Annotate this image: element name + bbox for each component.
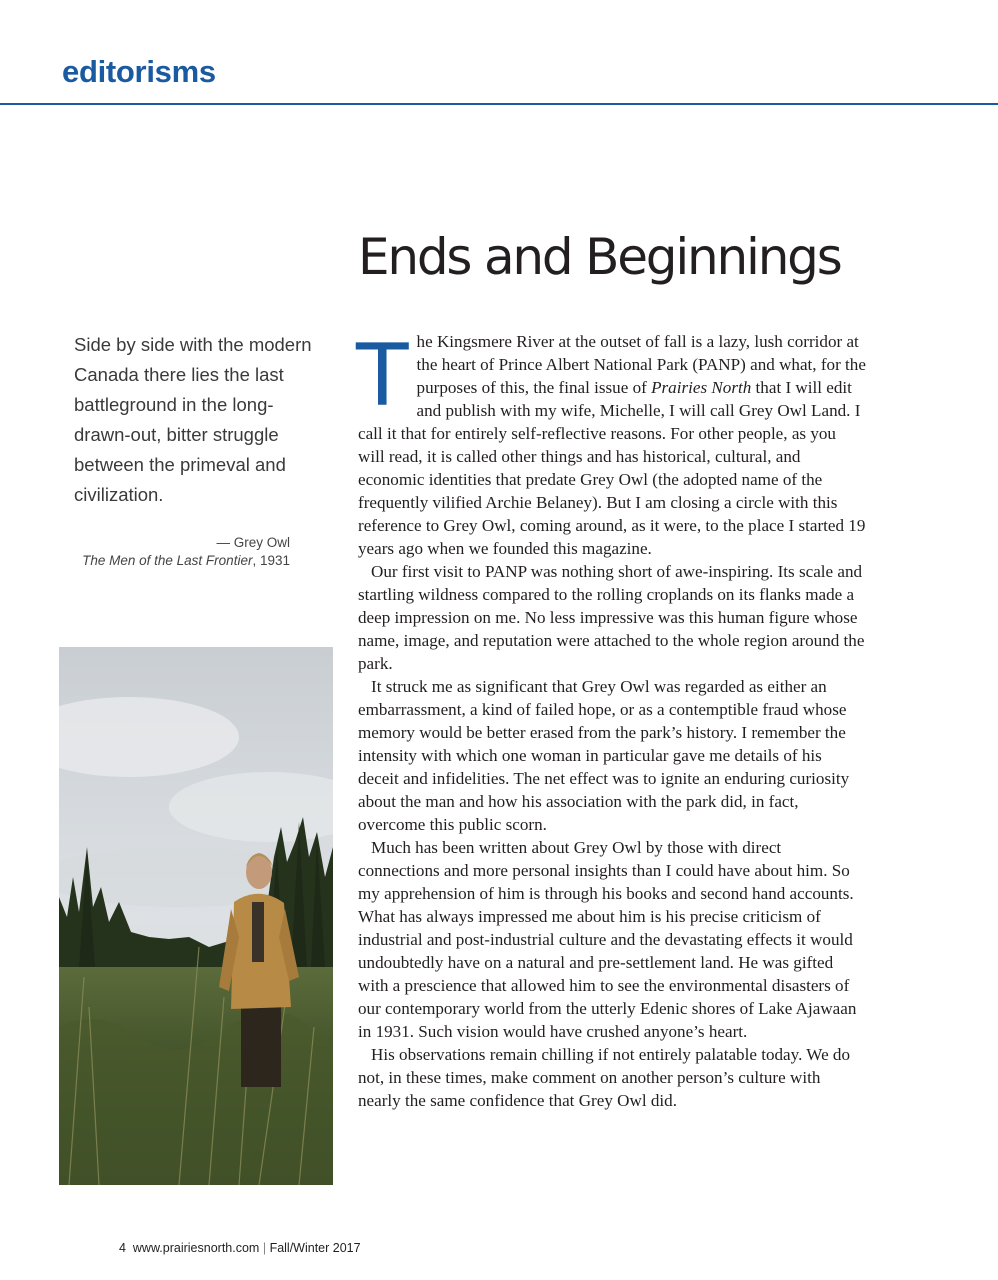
paragraph-2: Our first visit to PANP was nothing short of awe-inspiring. Its scale and startling wildness compared to the rolling croplands on its flanks made a deep impression on me. No less impressive was this human figure whose name, image, and reputation were attached to the whole region around the park. — [358, 562, 865, 673]
epigraph-source — [40, 552, 290, 570]
paragraph-4: Much has been written about Grey Owl by those with direct connections and more personal insights than I could have about him. So my apprehension of him is through his books and second hand accounts. What has always impressed me about him is his precise criticism of industrial and post-industrial culture and the devastating effects it would undoubtedly have on a natural and pre-settlement land. He was gifted with a prescience that allowed him to see the environmental disasters of our contemporary world from the utterly Edenic shores of Lake Ajawaan in 1931. Such vision would have crushed anyone’s heart. — [358, 838, 857, 1041]
epigraph-attribution — [40, 534, 290, 570]
paragraph-3: It struck me as significant that Grey Owl was regarded as either an embarrassment, a kind of failed hope, or as a contemptible fraud whose memory would be better erased from the park’s history. I remember the intensity with which one woman in particular gave me details of his deceit and infidelities. The net effect was to ignite an enduring curiosity about the man and how his association with the park did, in fact, overcome this public scorn. — [358, 677, 850, 834]
epigraph — [74, 330, 314, 510]
epigraph-year: , 1931 — [252, 553, 290, 568]
section-title: editorisms — [62, 54, 216, 89]
header-rule — [0, 103, 998, 105]
paragraph-1-text-b: that I will edit and publish with my wife, Michelle, I will call Grey Owl Land. I call it that for entirely self-reflective reasons. For other people, as you will read, it is called other things and has historical, cultural, and economic identities that predate Grey Owl (the adopted name of the frequently vilified Archie Belaney). But I am closing a circle with this reference to Grey Owl, coming around, as it were, to the place I started 19 years ago when we founded this magazine. — [358, 378, 866, 558]
paragraph-1-text-a: he Kingsmere River at the outset of fall is a lazy, lush corridor at the heart of Prince Albert National Park (PANP) and what, for the purposes of this, the final issue of — [416, 332, 866, 397]
footer-website[interactable]: www.prairiesnorth.com — [132, 1241, 260, 1255]
article-body — [356, 326, 866, 1112]
epigraph-book: The Men of the Last Frontier — [82, 553, 253, 568]
page-footer — [119, 1241, 361, 1255]
paragraph-5: His observations remain chilling if not entirely palatable today. We do not, in these times, make comment on another person’s culture with nearly the same confidence that Grey Owl did. — [358, 1045, 851, 1110]
footer-issue: Fall/Winter 2017 — [269, 1241, 361, 1255]
drop-cap: T — [356, 326, 409, 426]
page-number: 4 — [119, 1241, 126, 1255]
article-title: Ends and Beginnings — [358, 228, 841, 286]
magazine-title: Prairies North — [651, 378, 752, 397]
epigraph-author: — Grey Owl — [216, 535, 290, 550]
photo-man-in-meadow — [59, 647, 333, 1185]
epigraph-quote: Side by side with the modern Canada there lies the last battleground in the long-drawn-out, bitter struggle between the primeval and civilization. — [74, 334, 312, 505]
paragraph-1 — [356, 326, 866, 560]
footer-separator: | — [262, 1241, 267, 1255]
